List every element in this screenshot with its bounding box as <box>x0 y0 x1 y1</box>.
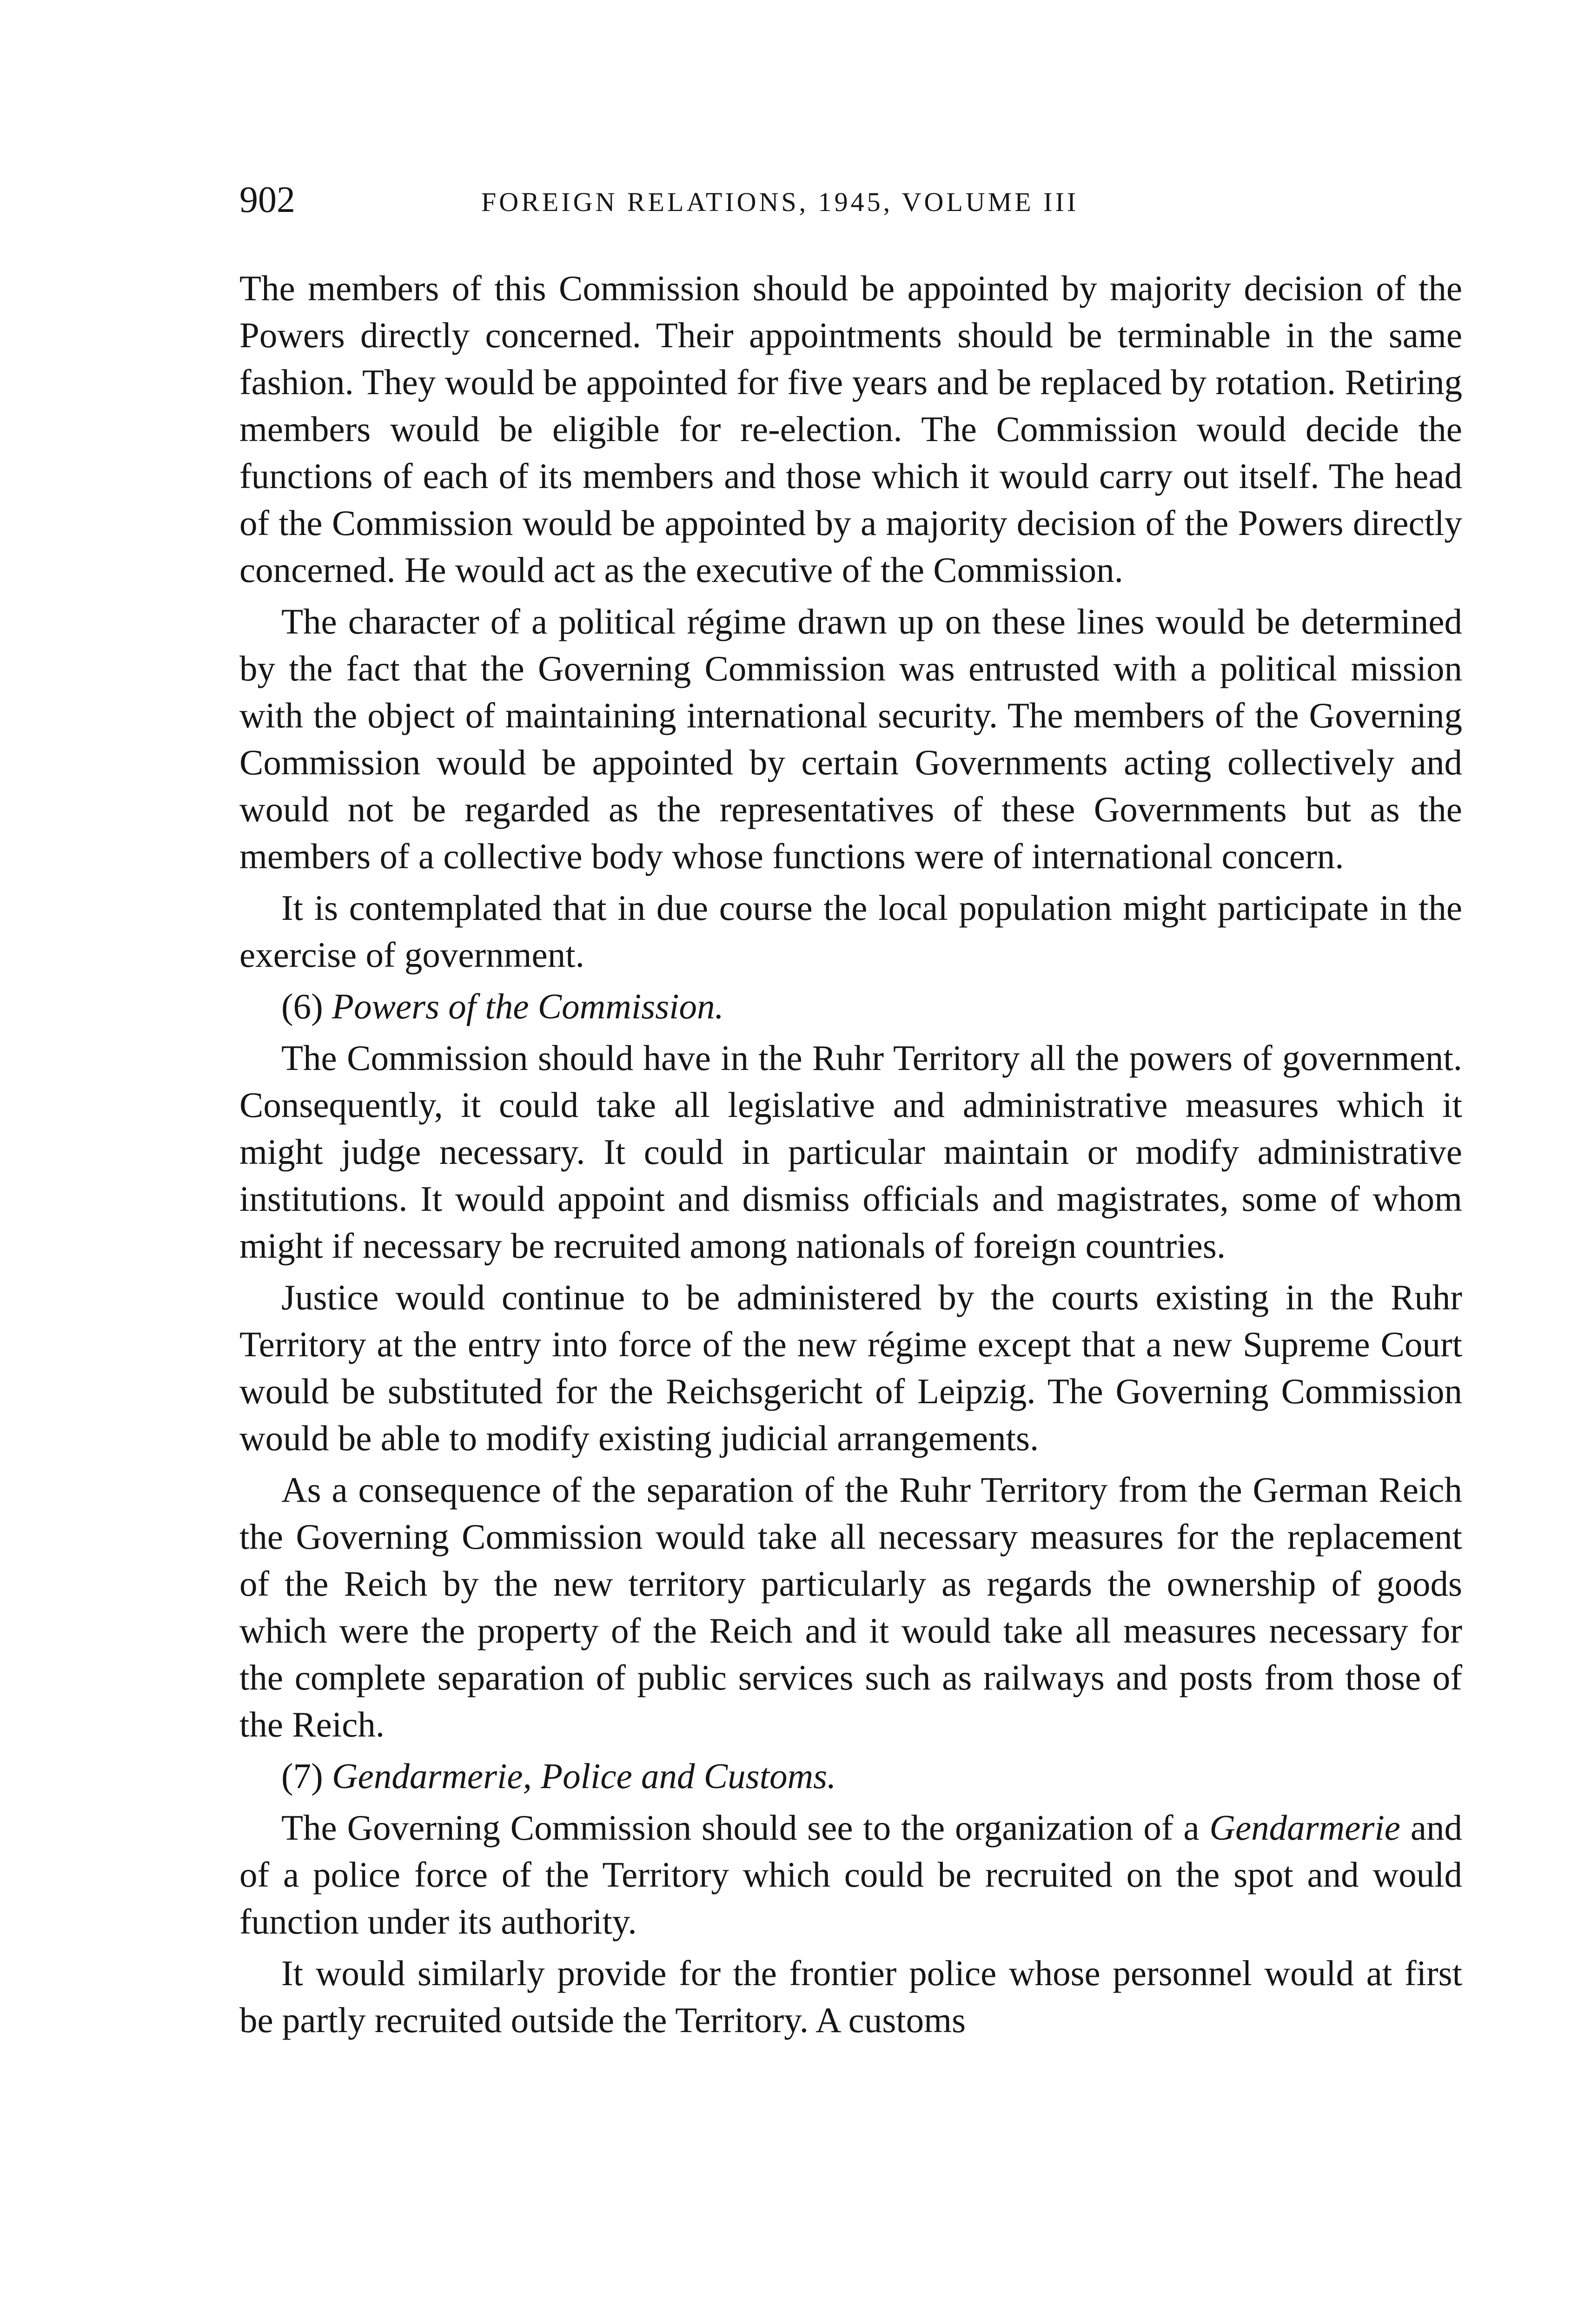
section-title-6: Powers of the Commission. <box>332 986 724 1026</box>
paragraph-justice: Justice would continue to be administered by the courts existing in the Ruhr Territory at the entry into force of the new régime except that a new Supreme Court would be substituted for the Reichsgericht of Leipzig. The Governing Commission would be able to modify existing judicial arrangements. <box>239 1277 1462 1458</box>
section-heading-6 <box>239 983 1462 1030</box>
gendarmerie-text-a: The Governing Commission should see to the organization of a <box>281 1808 1200 1848</box>
section-title-7: Gendarmerie, Police and Customs. <box>332 1756 836 1796</box>
page-number: 902 <box>239 179 295 220</box>
paragraph-powers-of-government: The Commission should have in the Ruhr Territory all the powers of government. Consequently, it could take all legislative and administrative measures which it might judge necessary. It could in particular maintain or modify administrative institutions. It would appoint and dismiss officials and magistrates, some of whom might if necessary be recruited among nationals of foreign countries. <box>239 1038 1462 1266</box>
section-number-6: (6) <box>281 986 323 1026</box>
paragraph-local-population: It is contemplated that in due course the local population might participate in the exercise of government. <box>239 888 1462 975</box>
gendarmerie-term: Gendarmerie <box>1209 1808 1400 1848</box>
paragraph-commission-members: The members of this Commission should be appointed by majority decision of the Powers directly concerned. Their appointments should be terminable in the same fashion. They would be appointed for five years and be replaced by rotation. Retiring members would be eligible for re-election. The Commission would decide the functions of each of its members and those which it would carry out itself. The head of the Commission would be appointed by a majority decision of the Powers directly concerned. He would act as the executive of the Commission. <box>239 268 1462 590</box>
paragraph-frontier-police: It would similarly provide for the frontier police whose personnel would at first be partly recruited outside the Territory. A customs <box>239 1953 1462 2040</box>
section-number-7: (7) <box>281 1756 323 1796</box>
paragraph-gendarmerie <box>239 1804 1462 1945</box>
document-page <box>239 177 1462 2048</box>
gendarmerie-text-b: and of a police force of the Territory which could be recruited on the spot and would function under its authority. <box>239 1808 1462 1941</box>
section-heading-7 <box>239 1753 1462 1800</box>
page-header <box>239 177 1462 232</box>
running-head: FOREIGN RELATIONS, 1945, VOLUME III <box>481 187 1079 217</box>
paragraph-political-regime: The character of a political régime drawn up on these lines would be determined by the fact that the Governing Commission was entrusted with a political mission with the object of maintaining international security. The members of the Governing Commission would be appointed by certain Governments acting collectively and would not be regarded as the representatives of these Governments but as the members of a collective body whose functions were of international concern. <box>239 601 1462 876</box>
paragraph-separation: As a consequence of the separation of the Ruhr Territory from the German Reich the Governing Commission would take all necessary measures for the replacement of the Reich by the new territory particularly as regards the ownership of goods which were the property of the Reich and it would take all measures necessary for the complete separation of public services such as railways and posts from those of the Reich. <box>239 1470 1462 1744</box>
